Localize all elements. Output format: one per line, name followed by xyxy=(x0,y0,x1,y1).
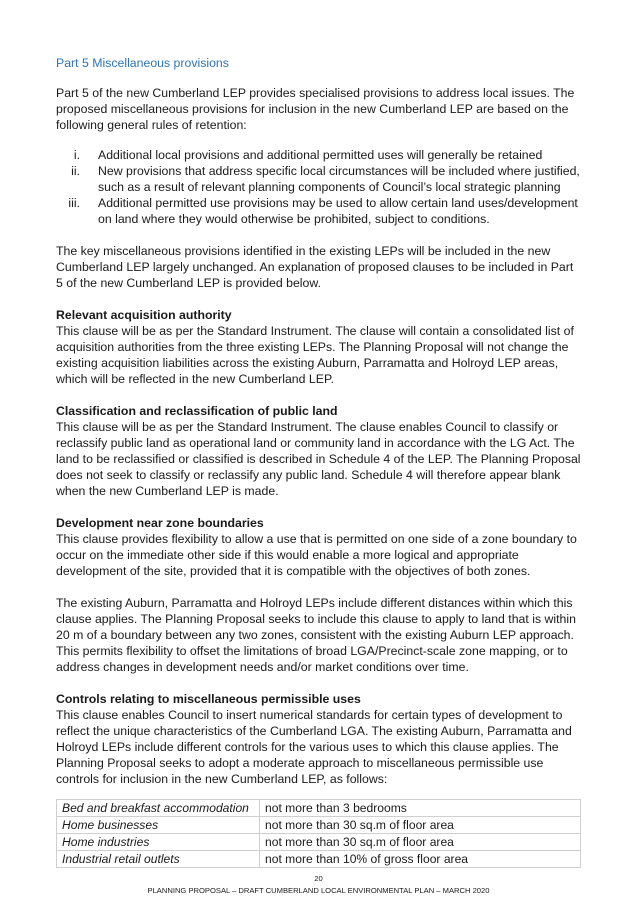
table-cell-use: Bed and breakfast accommodation xyxy=(57,800,260,817)
zone-boundaries-heading: Development near zone boundaries xyxy=(56,516,264,530)
list-item xyxy=(56,195,581,227)
misc-uses-section xyxy=(56,691,581,868)
table-row xyxy=(57,851,581,868)
list-item-number: ii. xyxy=(71,164,80,178)
acquisition-section xyxy=(56,307,581,387)
retention-rules-list xyxy=(56,147,581,227)
acquisition-text: This clause will be as per the Standard Instrument. The clause will contain a consolidated list of acquisition authorities from the three existing LEPs. The Planning Proposal will not change the existing acquisition liabilities across the existing Auburn, Parramatta and Holroyd LEP areas, which will be reflected in the new Cumberland LEP. xyxy=(56,324,574,386)
intro-paragraph: Part 5 of the new Cumberland LEP provides specialised provisions to address local issues. The proposed miscellaneous provisions for inclusion in the new Cumberland LEP are based on the following general rules of retention: xyxy=(56,86,575,132)
table-cell-use: Home industries xyxy=(57,834,260,851)
list-item xyxy=(56,147,581,163)
misc-uses-table xyxy=(56,799,581,868)
table-row xyxy=(57,800,581,817)
table-cell-control: not more than 30 sq.m of floor area xyxy=(260,834,581,851)
list-item xyxy=(56,163,581,195)
table-cell-use: Home businesses xyxy=(57,817,260,834)
list-item-number: iii. xyxy=(68,196,80,210)
list-item-number: i. xyxy=(73,148,80,162)
footer-title: PLANNING PROPOSAL – DRAFT CUMBERLAND LOCAL ENVIRONMENTAL PLAN – MARCH 2020 xyxy=(147,886,490,895)
misc-uses-text: This clause enables Council to insert numerical standards for certain types of development to reflect the unique characteristics of the Cumberland LGA. The existing Auburn, Parramatta and Holroyd LEPs include different controls for the various uses to which this clause applies. The Planning Proposal seeks to adopt a moderate approach to miscellaneous permissible use controls for inclusion in the new Cumberland LEP, as follows: xyxy=(56,708,572,786)
section-heading: Part 5 Miscellaneous provisions xyxy=(56,56,229,70)
table-cell-use: Industrial retail outlets xyxy=(57,851,260,868)
list-item-text: Additional local provisions and additional permitted uses will generally be retained xyxy=(98,148,543,162)
misc-uses-heading: Controls relating to miscellaneous permissible uses xyxy=(56,692,361,706)
classification-section xyxy=(56,403,581,499)
page-number: 20 xyxy=(314,874,323,883)
classification-heading: Classification and reclassification of public land xyxy=(56,404,338,418)
table-row xyxy=(57,817,581,834)
table-cell-control: not more than 10% of gross floor area xyxy=(260,851,581,868)
zone-boundaries-text-2: The existing Auburn, Parramatta and Holroyd LEPs include different distances within which this clause applies. The Planning Proposal seeks to include this clause to apply to land that is within 20 m of a boundary between any two zones, consistent with the existing Auburn LEP approach. This permits flexibility to offset the limitations of broad LGA/Precinct-scale zone mapping, or to address changes in development needs and/or market conditions over time. xyxy=(56,596,576,674)
key-provisions-paragraph: The key miscellaneous provisions identified in the existing LEPs will be included in the new Cumberland LEP largely unchanged. An explanation of proposed clauses to be included in Part 5 of the new Cumberland LEP is provided below. xyxy=(56,244,574,290)
acquisition-heading: Relevant acquisition authority xyxy=(56,308,232,322)
list-item-text: Additional permitted use provisions may be used to allow certain land uses/development on land where they would otherwise be prohibited, subject to conditions. xyxy=(98,196,578,226)
list-item-text: New provisions that address specific local circumstances will be included where justified, such as a result of relevant planning components of Council’s local strategic planning xyxy=(98,164,580,194)
page-content xyxy=(56,55,581,868)
zone-boundaries-section xyxy=(56,515,581,579)
table-row xyxy=(57,834,581,851)
table-cell-control: not more than 30 sq.m of floor area xyxy=(260,817,581,834)
classification-text: This clause will be as per the Standard Instrument. The clause enables Council to classify or reclassify public land as operational land or community land in accordance with the LG Act. The land to be reclassified or classified is described in Schedule 4 of the LEP. The Planning Proposal does not seek to classify or reclassify any public land. Schedule 4 will therefore appear blank when the new Cumberland LEP is made. xyxy=(56,420,581,498)
table-cell-control: not more than 3 bedrooms xyxy=(260,800,581,817)
zone-boundaries-text: This clause provides flexibility to allow a use that is permitted on one side of a zone boundary to occur on the immediate other side if this would enable a more logical and appropriate development of the site, provided that it is compatible with the objectives of both zones. xyxy=(56,532,577,578)
